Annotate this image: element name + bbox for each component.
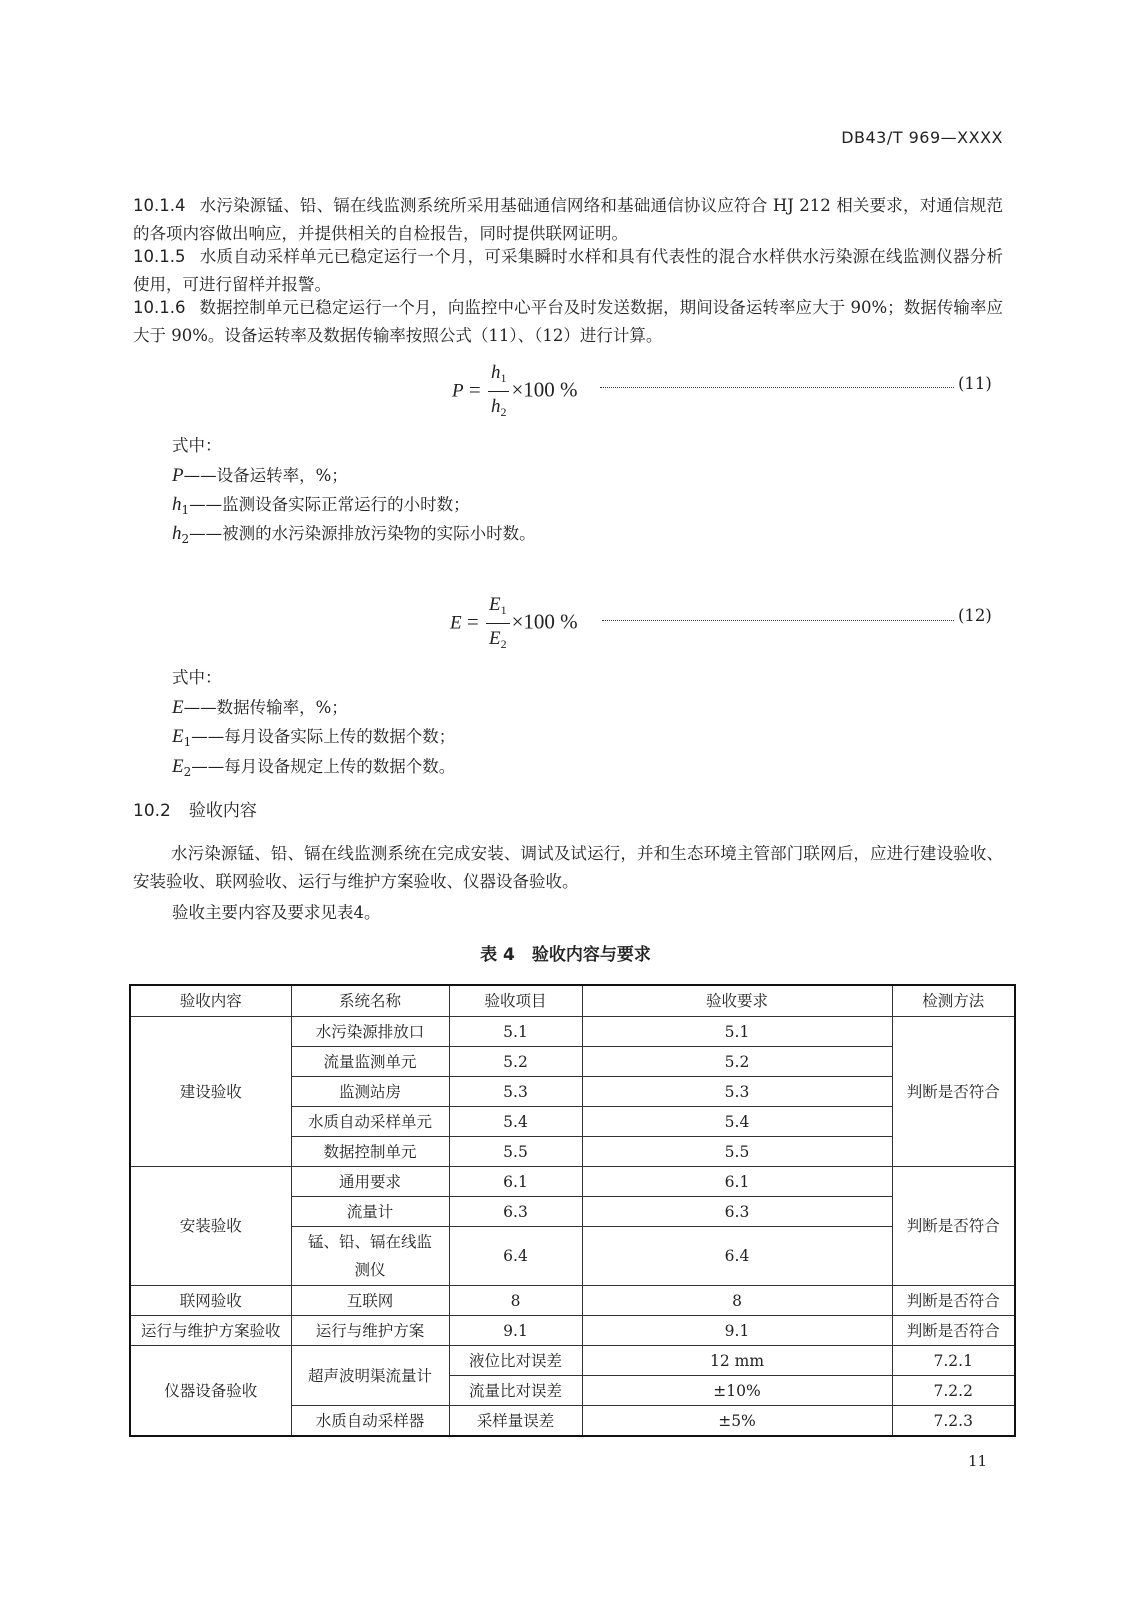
formula-12 [450, 590, 578, 657]
leader-dots [600, 387, 954, 388]
denominator-var: h [490, 396, 501, 417]
method-cell: 判断是否符合 [892, 1167, 1015, 1286]
where-label: 式中： [172, 668, 222, 687]
system-cell: 超声波明渠流量计 [291, 1346, 449, 1406]
clause-text: 数据控制单元已稳定运行一个月，向监控中心平台及时发送数据，期间设备运转率应大于 90%；数据传输率应大于 90%。设备运转率及数据传输率按照公式（11）、（12）进行计算。 [133, 298, 1003, 345]
table-row [130, 1346, 1015, 1376]
system-cell: 数据控制单元 [291, 1137, 449, 1167]
system-cell: 水污染源排放口 [291, 1017, 449, 1047]
table-row [130, 1316, 1015, 1346]
requirement-cell: 5.1 [582, 1017, 892, 1047]
item-cell: 6.4 [449, 1227, 582, 1286]
clause-10-1-6 [133, 294, 1003, 350]
def-sub: 1 [181, 503, 190, 517]
group-cell: 联网验收 [130, 1286, 291, 1316]
definition-h2 [172, 520, 536, 553]
clause-number: 10.1.4 [133, 196, 186, 215]
method-cell: 7.2.2 [892, 1376, 1015, 1406]
item-cell: 采样量误差 [449, 1406, 582, 1437]
def-var: E [172, 697, 184, 718]
def-text: ——数据传输率，%； [183, 698, 348, 717]
table-header-row [130, 985, 1015, 1017]
clause-10-1-4 [133, 192, 1003, 248]
requirement-cell: 6.1 [582, 1167, 892, 1197]
def-var: h [172, 494, 182, 515]
leader-dots [602, 620, 954, 621]
document-id: DB43/T 969—XXXX [841, 128, 1003, 147]
section-paragraph: 水污染源锰、铅、镉在线监测系统在完成安装、调试及试运行，并和生态环境主管部门联网后，应进行建设验收、安装验收、联网验收、运行与维护方案验收、仪器设备验收。 [133, 844, 1003, 891]
requirement-cell: 5.4 [582, 1107, 892, 1137]
item-cell: 5.4 [449, 1107, 582, 1137]
def-var: P [172, 465, 184, 486]
section-heading [133, 796, 257, 821]
denominator-sub: 2 [500, 637, 507, 651]
denominator-var: E [488, 628, 501, 649]
requirement-cell: 6.4 [582, 1227, 892, 1286]
definition-e [172, 694, 348, 722]
item-cell: 5.3 [449, 1077, 582, 1107]
system-cell: 运行与维护方案 [291, 1316, 449, 1346]
requirement-cell: 5.2 [582, 1047, 892, 1077]
section-title: 验收内容 [188, 801, 257, 821]
system-cell: 水质自动采样器 [291, 1406, 449, 1437]
system-cell: 水质自动采样单元 [291, 1107, 449, 1137]
equation-number: (12) [958, 606, 992, 625]
requirement-cell: 12 mm [582, 1346, 892, 1376]
formula-equals: = [468, 377, 481, 402]
formula-lhs: E [450, 612, 462, 634]
requirement-cell: 8 [582, 1286, 892, 1316]
def-var: h [172, 523, 182, 544]
numerator-var: E [488, 594, 501, 615]
formula-fraction [486, 590, 510, 657]
group-cell: 仪器设备验收 [130, 1346, 291, 1437]
item-cell: 5.5 [449, 1137, 582, 1167]
method-cell: 7.2.3 [892, 1406, 1015, 1437]
formula-tail: ×100 % [511, 609, 578, 634]
column-header: 验收内容 [130, 985, 291, 1017]
page-number: 11 [968, 1452, 988, 1470]
method-cell: 7.2.1 [892, 1346, 1015, 1376]
def-text: ——监测设备实际正常运行的小时数； [189, 495, 470, 514]
requirement-cell: ±5% [582, 1406, 892, 1437]
formula-fraction [488, 358, 510, 425]
def-text: ——每月设备规定上传的数据个数。 [191, 757, 456, 776]
requirement-cell: 6.3 [582, 1197, 892, 1227]
system-cell: 通用要求 [291, 1167, 449, 1197]
clause-text: 水污染源锰、铅、镉在线监测系统所采用基础通信网络和基础通信协议应符合 HJ 212 相关要求，对通信规范的各项内容做出响应，并提供相关的自检报告，同时提供联网证明。 [133, 196, 1003, 243]
table-caption: 表 4 验收内容与要求 [480, 945, 651, 965]
clause-number: 10.1.6 [133, 298, 186, 317]
item-cell: 流量比对误差 [449, 1376, 582, 1406]
table-row [130, 1017, 1015, 1047]
def-text: ——每月设备实际上传的数据个数； [191, 727, 456, 746]
method-cell: 判断是否符合 [892, 1017, 1015, 1167]
item-cell: 5.1 [449, 1017, 582, 1047]
method-cell: 判断是否符合 [892, 1316, 1015, 1346]
acceptance-table [129, 984, 1016, 1437]
column-header: 验收项目 [449, 985, 582, 1017]
item-cell: 5.2 [449, 1047, 582, 1077]
def-sub: 1 [183, 735, 192, 749]
def-var: E [172, 756, 184, 777]
equation-number: (11) [958, 374, 992, 393]
system-cell: 互联网 [291, 1286, 449, 1316]
def-var: E [172, 726, 184, 747]
where-label: 式中： [172, 436, 222, 455]
column-header: 系统名称 [291, 985, 449, 1017]
item-cell: 6.1 [449, 1167, 582, 1197]
definition-p [172, 462, 348, 490]
def-sub: 2 [181, 532, 190, 546]
group-cell: 安装验收 [130, 1167, 291, 1286]
def-text: ——被测的水污染源排放污染物的实际小时数。 [189, 524, 536, 543]
table-row [130, 1286, 1015, 1316]
definition-e1 [172, 723, 455, 756]
item-cell: 9.1 [449, 1316, 582, 1346]
numerator-sub: 1 [500, 603, 507, 617]
clause-number: 10.1.5 [133, 247, 186, 266]
system-cell: 流量计 [291, 1197, 449, 1227]
item-cell: 6.3 [449, 1197, 582, 1227]
numerator-var: h [490, 362, 501, 383]
denominator-sub: 2 [500, 405, 507, 419]
def-text: ——设备运转率，%； [183, 466, 348, 485]
item-cell: 8 [449, 1286, 582, 1316]
column-header: 验收要求 [582, 985, 892, 1017]
table-row [130, 1167, 1015, 1197]
definition-e2 [172, 753, 455, 786]
clause-10-1-5 [133, 243, 1003, 299]
method-cell: 判断是否符合 [892, 1286, 1015, 1316]
group-cell: 建设验收 [130, 1017, 291, 1167]
system-cell: 流量监测单元 [291, 1047, 449, 1077]
formula-lhs: P [452, 380, 464, 402]
requirement-cell: ±10% [582, 1376, 892, 1406]
requirement-cell: 5.5 [582, 1137, 892, 1167]
section-number: 10.2 [133, 801, 171, 821]
requirement-cell: 9.1 [582, 1316, 892, 1346]
system-cell: 锰、铅、镉在线监测仪 [291, 1227, 449, 1286]
numerator-sub: 1 [500, 371, 507, 385]
column-header: 检测方法 [892, 985, 1015, 1017]
formula-11 [452, 358, 578, 425]
formula-tail: ×100 % [511, 377, 578, 402]
clause-text: 水质自动采样单元已稳定运行一个月，可采集瞬时水样和具有代表性的混合水样供水污染源在线监测仪器分析使用，可进行留样并报警。 [133, 247, 1003, 294]
def-sub: 2 [183, 765, 192, 779]
group-cell: 运行与维护方案验收 [130, 1316, 291, 1346]
requirement-cell: 5.3 [582, 1077, 892, 1107]
system-cell: 监测站房 [291, 1077, 449, 1107]
item-cell: 液位比对误差 [449, 1346, 582, 1376]
formula-equals: = [466, 609, 479, 634]
table-reference: 验收主要内容及要求见表4。 [172, 903, 381, 922]
